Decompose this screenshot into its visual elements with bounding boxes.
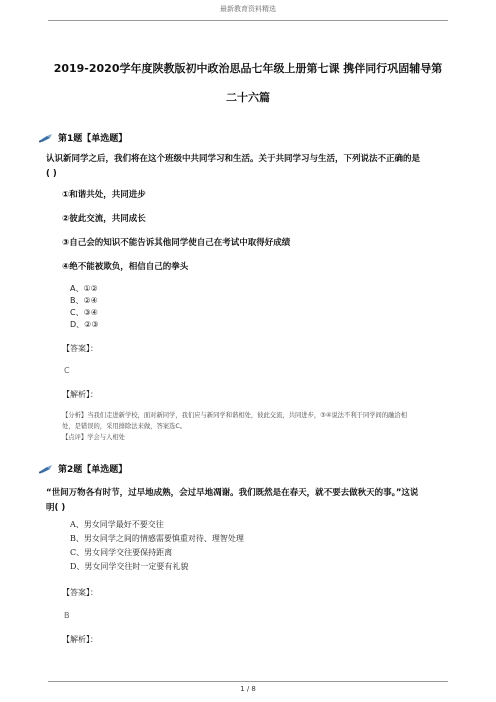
analysis-line1: 【分析】当我们走进新学校，面对新同学，我们应与新同学和谐相处，彼此交流，共同进步，③④说法不利于同学间的融洽相	[62, 412, 408, 419]
pen-icon	[38, 464, 54, 474]
question-1-title: 第1题【单选题】	[58, 134, 128, 144]
question-2-stem-line1: “世间万物各有时节，过早地成熟，会过早地凋谢。我们既然是在春天，就不要去做秋天的事。”这说	[46, 488, 419, 498]
statement-3: ③自己会的知识不能告诉其他同学使自己在考试中取得好成绩	[62, 238, 291, 248]
question-1-stem-line2: ( )	[46, 169, 57, 179]
option-b: B、男女同学之间的情感需要慎重对待、理智处理	[70, 534, 244, 543]
analysis-label: 【解析】：	[62, 635, 98, 644]
answer-value: B	[64, 611, 70, 620]
page-header: 最新教育资料精选	[220, 5, 276, 13]
question-1-heading	[38, 131, 127, 144]
statement-4: ④绝不能被欺负，相信自己的拳头	[62, 262, 189, 272]
question-1-stem	[46, 152, 456, 182]
header-divider	[48, 20, 448, 21]
option-c: C、男女同学交往要保持距离	[70, 548, 173, 557]
question-2-stem-line2: 明( )	[46, 503, 66, 513]
option-b: B、②④	[70, 296, 98, 305]
option-d: D、②③	[70, 320, 99, 329]
pen-icon	[38, 133, 54, 143]
option-a: A、男女同学最好不要交往	[70, 520, 164, 529]
question-2-stem	[46, 486, 456, 516]
answer-label: 【答案】：	[62, 588, 98, 597]
statement-1: ①和谐共处，共同进步	[62, 190, 146, 200]
analysis-line2: 处，是错误的，采用排除法来做，答案选C。	[62, 423, 187, 430]
answer-value: C	[64, 366, 70, 375]
question-1-stem-line1: 认识新同学之后，我们将在这个班级中共同学习和生活。关于共同学习与生活，下列说法不正确的是	[46, 154, 421, 164]
page-number: 1 / 8	[240, 685, 256, 693]
analysis-line3: 【点评】学会与人相处	[62, 434, 125, 441]
question-2-heading	[38, 462, 127, 475]
analysis-label: 【解析】：	[62, 390, 98, 399]
option-c: C、③④	[70, 308, 98, 317]
option-a: A、①②	[70, 284, 98, 293]
answer-label: 【答案】：	[62, 344, 98, 353]
document-title-line1: 2019-2020学年度陕教版初中政治思品七年级上册第七课 携伴同行巩固辅导第	[53, 62, 443, 75]
document-title-line2: 二十六篇	[226, 91, 270, 104]
statement-2: ②彼此交流，共同成长	[62, 214, 146, 224]
footer-divider	[48, 681, 448, 682]
analysis-text	[62, 410, 462, 443]
question-2-title: 第2题【单选题】	[58, 465, 128, 475]
option-d: D、男女同学交往时一定要有礼貌	[70, 562, 189, 571]
